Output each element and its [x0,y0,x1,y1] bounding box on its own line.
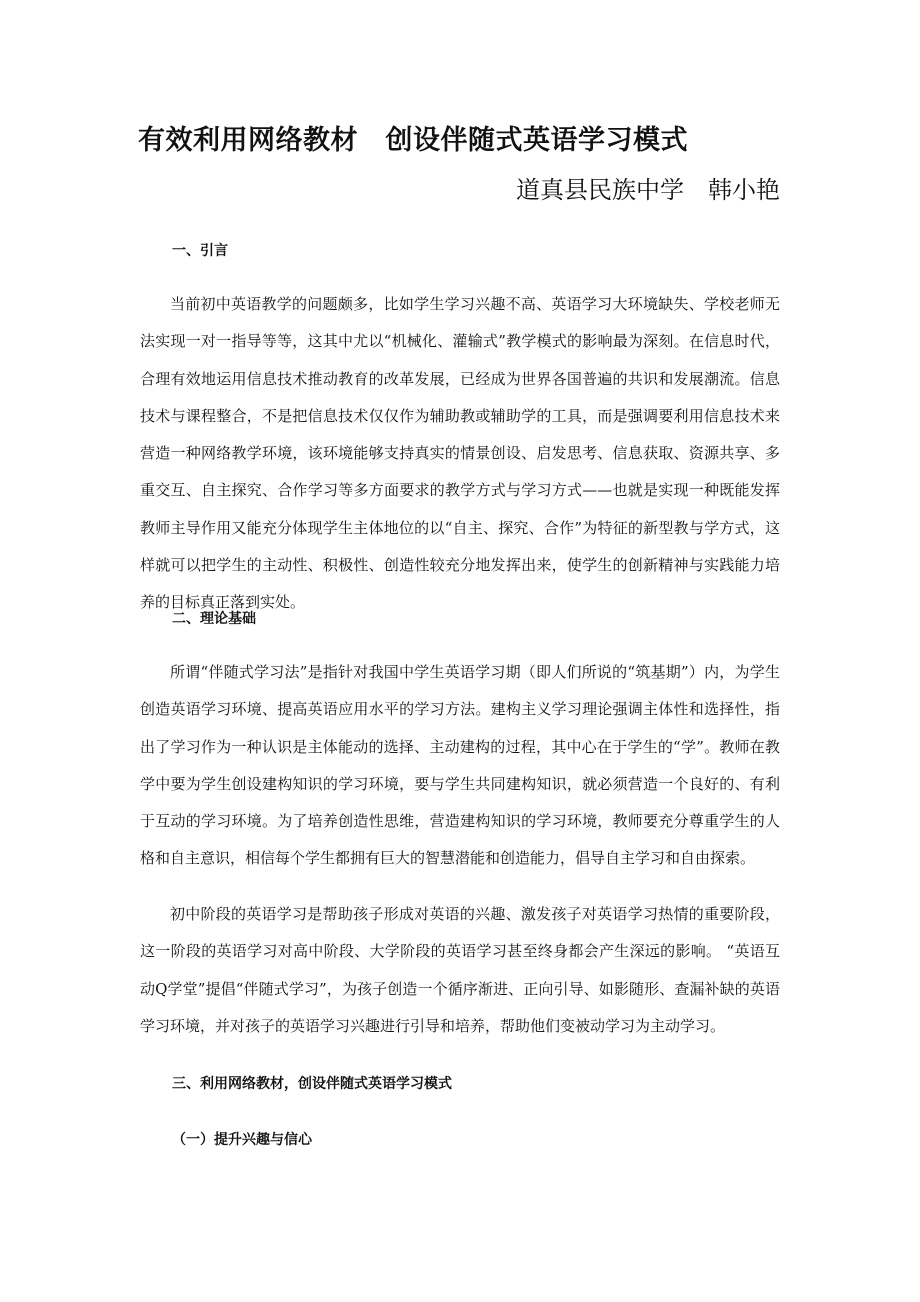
section-heading-theory: 二、理论基础 [172,611,256,627]
author-line: 道真县民族中学 韩小艳 [516,176,780,204]
paragraph-theory-1: 所谓“伴随式学习法”是指针对我国中学生英语学习期（即人们所说的“筑基期”）内，为学生创造英语学习环境、提高英语应用水平的学习方法。建构主义学习理论强调主体性和选择性，指出了学习作为一种认识是主体能动的选择、主动建构的过程，其中心在于学生的“学”。教师在教学中要为学生创设建构知识的学习环境，要与学生共同建构知识，就必须营造一个良好的、有利于互动的学习环境。为了培养创造性思维，营造建构知识的学习环境，教师要充分尊重学生的人格和自主意识，相信每个学生都拥有巨大的智慧潜能和创造能力，倡导自主学习和自由探索。 [140,663,780,868]
paragraph-theory-2: 初中阶段的英语学习是帮助孩子形成对英语的兴趣、激发孩子对英语学习热情的重要阶段，这一阶段的英语学习对高中阶段、大学阶段的英语学习甚至终身都会产生深远的影响。 “英语互动Q学堂”提倡“伴随式学习”，为孩子创造一个循序渐进、正向引导、如影随形、查漏补缺的英语学习环境，并对孩子的英语学习兴趣进行引导和培养，帮助他们变被动学习为主动学习。 [140,905,780,1035]
section-heading-method: 三、利用网络教材，创设伴随式英语学习模式 [172,1076,452,1092]
paragraph-intro: 当前初中英语教学的问题颇多，比如学生学习兴趣不高、英语学习大环境缺失、学校老师无法实现一对一指导等等，这其中尤以“机械化、灌输式”教学模式的影响最为深刻。在信息时代，合理有效地运用信息技术推动教育的改革发展，已经成为世界各国普遍的共识和发展潮流。信息技术与课程整合，不是把信息技术仅仅作为辅助教或辅助学的工具，而是强调要利用信息技术来营造一种网络教学环境，该环境能够支持真实的情景创设、启发思考、信息获取、资源共享、多重交互、自主探究、合作学习等多方面要求的教学方式与学习方式——也就是实现一种既能发挥教师主导作用又能充分体现学生主体地位的以“自主、探究、合作”为特征的新型教与学方式，这样就可以把学生的主动性、积极性、创造性较充分地发挥出来，使学生的创新精神与实践能力培养的目标真正落到实处。 [140,295,780,612]
document-title: 有效利用网络教材 创设伴随式英语学习模式 [138,125,688,156]
section-heading-intro: 一、引言 [172,243,228,259]
subsection-heading-interest: （一）提升兴趣与信心 [172,1132,312,1148]
